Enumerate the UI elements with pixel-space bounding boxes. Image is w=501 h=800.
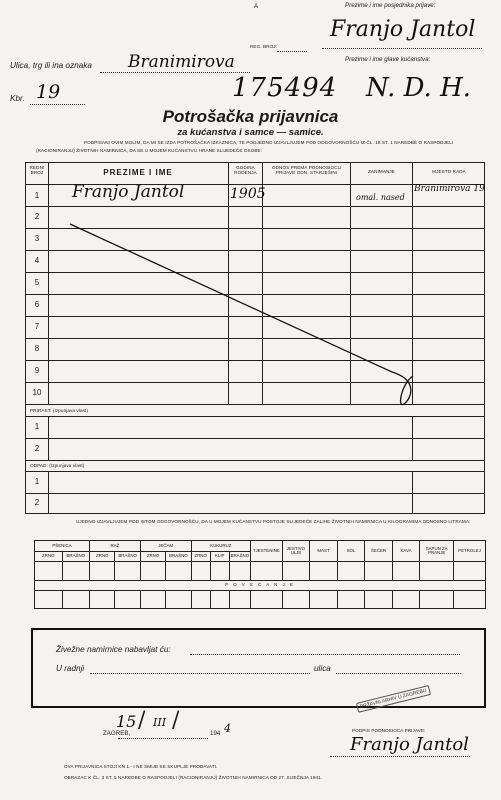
row-number: 7 <box>34 322 40 331</box>
row-number: 2 <box>34 212 40 221</box>
supply-petroleum: PETROLEJ <box>454 541 486 562</box>
row-name: Franjo Jantol <box>72 182 185 202</box>
sub-flour: BRAŠNO <box>115 552 140 562</box>
sub-flour: BRAŠNO <box>229 552 250 562</box>
header-name: PREZIME I IME <box>103 168 173 177</box>
sub-grain: ZRNO <box>90 552 115 562</box>
date-month: III <box>153 716 167 729</box>
signature-label: PODPIS PODNOSIOCA PRIJAVE: <box>352 728 426 733</box>
row-year: 1905 <box>230 186 266 202</box>
sub-flour: BRAŠNO <box>166 552 191 562</box>
header-occupation: ZANIMANJE <box>368 169 395 174</box>
sub-flour: BRAŠNO <box>62 552 90 562</box>
supply-pasta: TJESTENINE <box>250 541 282 562</box>
sub-grain: ZRNO <box>35 552 63 562</box>
increase-row-label: P O V E Ć A N J E <box>35 581 486 591</box>
street-label: Ulica, trg ili ina oznaka <box>10 61 92 70</box>
supply-oil: JESTIVO ULJE <box>282 541 310 562</box>
supplies-table <box>34 540 486 609</box>
supply-soap: SAPUN ZA PRANJE <box>420 541 454 562</box>
shop-street-label: ulica <box>314 664 331 673</box>
supply-corn: KUKURUZ <box>191 541 250 552</box>
date-line <box>118 738 208 739</box>
supply-coffee: KAVA <box>392 541 420 562</box>
sub-grain: ZRNO <box>140 552 165 562</box>
supplies-statement: UJEDNO IZJAVLJUJEM POD ISTOM ODGOVORNOŠĆU, DA U MOJEM KUĆANSTVU POSTOJE SLIJEDEĆE ZALIHE ŽIVOTNIH NAMIRNICA U KILOGRAMIMA ODNOSNO LITRAMA: <box>76 519 471 524</box>
owner-handwriting: Franjo Jantol <box>330 17 476 42</box>
date-day: 15 <box>116 712 137 731</box>
increase-section-label: PRIRAST: (Izpunjava vlast) <box>30 408 88 413</box>
intro-text: PODPISANI OVIM MOLIM, DA MI SE IZDA POTROŠAČKA IZKAZNICA, TE PODJEDNO IZJAVLJUJEM POD ODGOVORNOŠĆU IZ ČL. 18 ST. 1 NAREDBE O RASPODJELI (RACIONIRANJU) ŽIVOTNIH NAMIRNICA, DA SE U MOJEM KUĆANSTVU HRANE SLIJEDEĆE OSOBE: <box>36 140 454 154</box>
header-relation: ODNOS PREMA PODNOSIOCU PRIJAVE ODN. STARJEŠINI <box>271 165 342 175</box>
row-number: 9 <box>34 366 40 375</box>
supply-salt: SOL <box>337 541 365 562</box>
supply-lard: MAST <box>310 541 338 562</box>
house-number-handwriting: 19 <box>36 81 61 103</box>
row-occupation: omal. nased <box>356 193 405 202</box>
decrease-section-label: ODPAD: (Izpunjava vlast) <box>30 463 85 468</box>
row-number: 10 <box>32 388 42 397</box>
supply-box-label: Živežne namirnice nabavljat ću: <box>56 645 171 654</box>
increase-row-number: 2 <box>34 444 40 453</box>
sub-cob: KLIP <box>210 552 229 562</box>
header-number: REDNI BROJ <box>29 165 45 175</box>
date-slash: / <box>172 708 180 733</box>
house-number-label: Kbr. <box>10 94 25 103</box>
column-letter: A <box>254 3 259 10</box>
archive-stamp: DRŽAVNI ARHIV U ZAGREBU <box>356 685 431 713</box>
owner-label: Prezime i ime posjednika prijave: <box>345 2 436 9</box>
row-number: 1 <box>34 191 40 200</box>
shop-street-line <box>336 673 461 674</box>
street-handwriting: Branimirova <box>128 52 235 72</box>
row-number: 5 <box>34 278 40 287</box>
regulation-note: OBRAZAC K ČL. 3 ST. 5 NAREDBE O RASPODJELI (RACIONIRANJU) ŽIVOTNIH NAMIRNICA OD 27. SIJEČNJA 1941. <box>64 775 323 780</box>
decrease-row-number: 2 <box>34 498 40 507</box>
shop-line <box>90 673 310 674</box>
header-year: GODINA RODENJA <box>234 165 257 175</box>
row-number: 8 <box>34 344 40 353</box>
stamp-letters: N. D. H. <box>366 73 472 103</box>
place-label: ZAGREB, <box>103 730 131 737</box>
head-of-household-label: Prezime i ime glave kućanstva: <box>345 56 431 63</box>
row-number: 3 <box>34 234 40 243</box>
header-workplace: MJESTO RADA <box>432 169 466 174</box>
year-digit: 4 <box>224 722 231 735</box>
supply-box-line <box>190 654 460 655</box>
stamp-number: 175494 <box>232 73 338 103</box>
date-slash: / <box>138 708 146 733</box>
form-title: Potrošačka prijavnica <box>162 107 339 126</box>
supply-barley: JEČAM <box>140 541 191 552</box>
signature: Franjo Jantol <box>350 734 469 755</box>
sub-grain: ZRNO <box>191 552 210 562</box>
decrease-row-number: 1 <box>34 477 40 486</box>
supply-sugar: ŠEĆER <box>365 541 393 562</box>
year-prefix: 194 <box>210 730 221 737</box>
shop-label: U radnji <box>56 664 85 673</box>
supply-rye: RAŽ <box>90 541 141 552</box>
supply-wheat: PŠENICA <box>35 541 90 552</box>
row-workplace: Branimirova 19 <box>414 184 485 194</box>
row-number: 6 <box>34 300 40 309</box>
signature-line <box>330 756 470 757</box>
row-number: 4 <box>34 256 40 265</box>
reg-number-label: REG. BROJ: <box>250 44 278 49</box>
price-note: OVA PRIJAVNICA STOJI KN 1.- I NE SMIJE SE SKUPLJE PRODAVATI. <box>64 764 218 769</box>
form-subtitle: za kućanstva i samce — samice. <box>177 127 324 138</box>
increase-row-number: 1 <box>34 422 40 431</box>
